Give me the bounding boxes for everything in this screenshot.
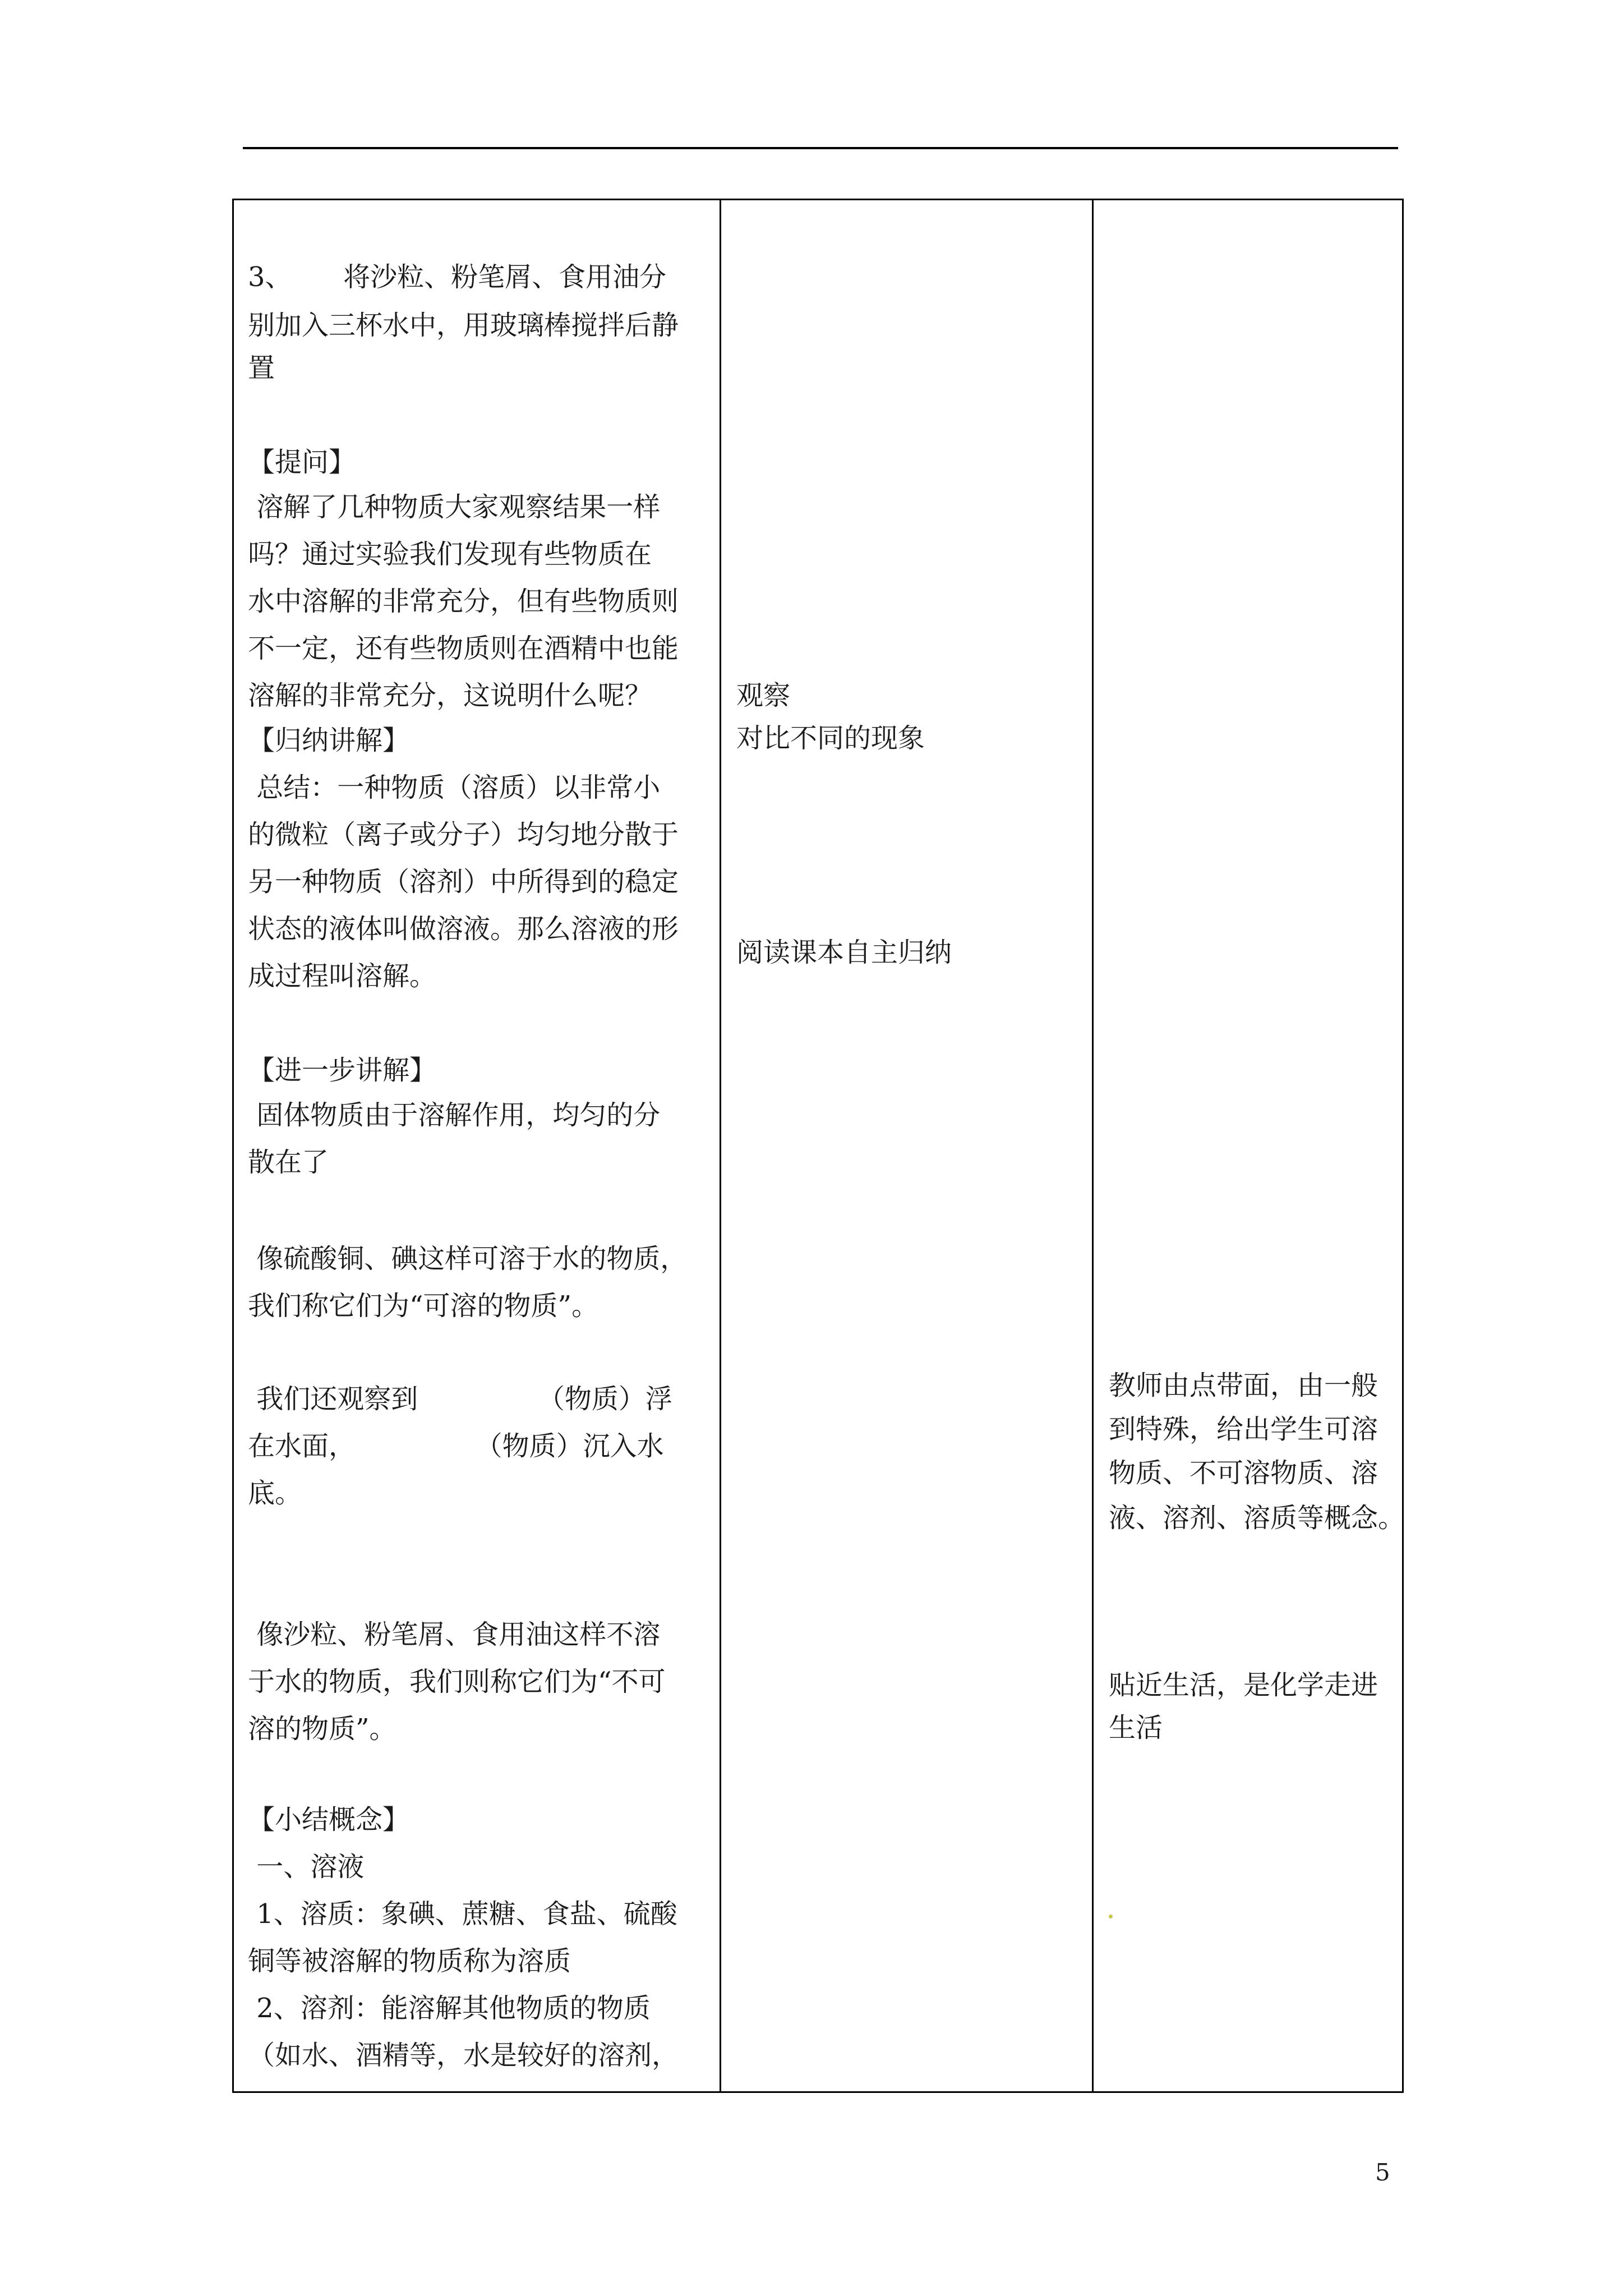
content-line: 吗？通过实验我们发现有些物质在 (248, 539, 652, 570)
content-line: 状态的液体叫做溶液。那么溶液的形 (248, 913, 679, 945)
content-line: 溶的物质”。 (248, 1713, 396, 1745)
content-line: 固体物质由于溶解作用，均匀的分 (248, 1099, 661, 1131)
student-activity-line: 对比不同的现象 (736, 723, 925, 754)
content-line: 于水的物质，我们则称它们为“不可 (248, 1666, 666, 1697)
column-divider-2 (1092, 200, 1094, 2091)
header-rule (243, 147, 1398, 149)
section-heading-concepts: 【小结概念】 (248, 1804, 410, 1835)
content-line: 我们称它们为“可溶的物质”。 (248, 1290, 599, 1322)
content-line: 像沙粒、粉笔屑、食用油这样不溶 (248, 1619, 661, 1650)
content-line: 溶解了几种物质大家观察结果一样 (248, 491, 661, 523)
page-number: 5 (1375, 2159, 1390, 2186)
content-line: 成过程叫溶解。 (248, 960, 437, 992)
section-heading-question: 【提问】 (248, 447, 356, 478)
content-line: 铜等被溶解的物质称为溶质 (248, 1945, 571, 1977)
content-line: 不一定，还有些物质则在酒精中也能 (248, 633, 679, 664)
content-line: 别加入三杯水中，用玻璃棒搅拌后静 (248, 310, 679, 341)
student-activity-line: 观察 (736, 680, 791, 711)
stray-dot (1109, 1915, 1113, 1918)
design-intent-line: 液、溶剂、溶质等概念。 (1109, 1502, 1405, 1534)
content-line: 散在了 (248, 1147, 329, 1178)
design-intent-line: 教师由点带面，由一般 (1109, 1370, 1378, 1401)
content-line: 总结：一种物质（溶质）以非常小 (248, 772, 661, 803)
content-line: 底。 (248, 1478, 302, 1509)
section-heading-further: 【进一步讲解】 (248, 1055, 437, 1086)
content-line: 我们还观察到 （物质）浮 (248, 1383, 672, 1415)
content-line: 像硫酸铜、碘这样可溶于水的物质， (248, 1243, 688, 1274)
content-line: 的微粒（离子或分子）均匀地分散于 (248, 819, 679, 850)
content-line: 在水面， （物质）沉入水 (248, 1430, 664, 1462)
content-line: 水中溶解的非常充分，但有些物质则 (248, 586, 679, 617)
design-intent-line: 生活 (1109, 1712, 1163, 1743)
design-intent-line: 到特殊，给出学生可溶 (1109, 1414, 1378, 1445)
column-divider-1 (720, 200, 721, 2091)
student-activity-line: 阅读课本自主归纳 (736, 937, 952, 968)
content-line: 2、溶剂：能溶解其他物质的物质 (248, 1993, 651, 2024)
content-line: （如水、酒精等，水是较好的溶剂， (248, 2040, 679, 2071)
content-line: 置 (248, 352, 275, 384)
content-line: 溶解的非常充分，这说明什么呢？ (248, 680, 652, 711)
content-line: 1、溶质：象碘、蔗糖、食盐、硫酸 (248, 1898, 677, 1930)
design-intent-line: 贴近生活，是化学走进 (1109, 1669, 1378, 1701)
content-line: 3、 将沙粒、粉笔屑、食用油分 (248, 261, 667, 293)
design-intent-line: 物质、不可溶物质、溶 (1109, 1457, 1378, 1489)
content-line: 另一种物质（溶剂）中所得到的稳定 (248, 866, 679, 898)
content-line: 一、溶液 (248, 1851, 365, 1883)
section-heading-summary: 【归纳讲解】 (248, 725, 410, 756)
